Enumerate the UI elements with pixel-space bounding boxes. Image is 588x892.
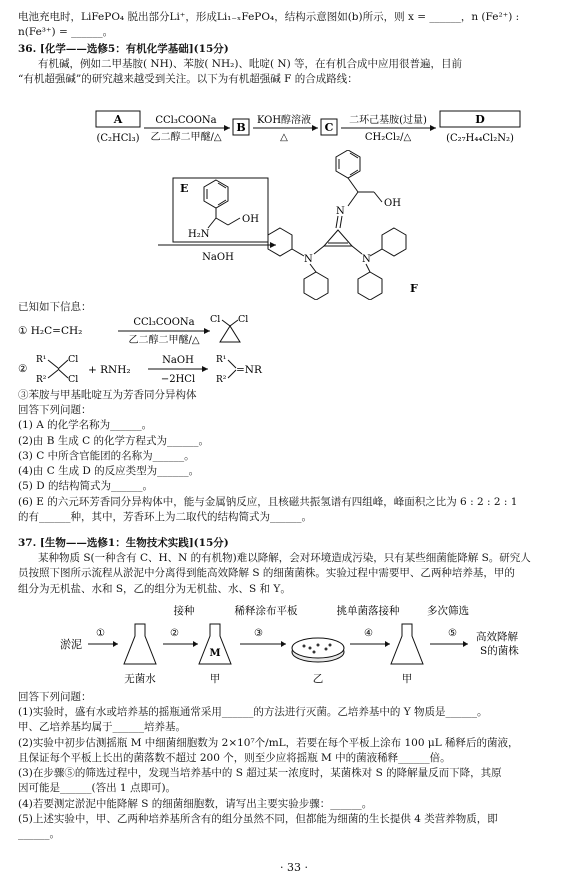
arrow-1-head	[224, 125, 230, 131]
flask-wujunshui	[124, 624, 156, 664]
arrow-3-top: 二环己基胺(过量)	[349, 115, 427, 126]
known-1-cyclopropane	[220, 326, 240, 342]
f-oh: OH	[384, 198, 401, 209]
top-section	[18, 10, 574, 40]
known-1-cl-a: Cl	[210, 314, 221, 325]
q37-intro-3: 组分为无机盐、水和 S，乙的组分为无机盐、水、S 和 Y。	[18, 582, 291, 595]
q37-header-block	[18, 536, 574, 597]
f-n-right: N	[362, 254, 371, 265]
flask-jia-2	[391, 624, 423, 664]
q36-q4: (4)由 C 生成 D 的反应类型为______。	[18, 465, 200, 478]
q36-ask: 回答下列问题：	[18, 404, 92, 417]
flow-yuni: 淤泥	[60, 638, 82, 651]
q36-q3: (3) C 中所含官能团的名称为______。	[18, 449, 195, 462]
arrow-2-top: KOH醇溶液	[256, 115, 312, 126]
q36-intro-1: 有机碱，例如二甲基胺( NH)、苯胺( NH₂)、吡啶( N) 等，在有机合成中应用很普遍，目前	[38, 58, 463, 71]
q36-intro-2: “有机超强碱”的研究越来越受到关注。以下为有机超强碱 F 的合成路线：	[18, 73, 358, 86]
known-1-top: CCl₃COONa	[133, 317, 195, 328]
f-cyclohexyl-3	[382, 228, 406, 256]
flow-num-2: ②	[170, 628, 179, 639]
known-2-cl-b: Cl	[68, 374, 79, 385]
label-e: E	[180, 182, 189, 195]
known-2-num: ②	[18, 363, 28, 375]
flow-num-5: ⑤	[448, 628, 457, 639]
known-1-lhs: ① H₂C=CH₂	[18, 325, 83, 337]
e-oh: OH	[242, 214, 259, 225]
top-line-2: n(Fe³⁺) = ______。	[18, 26, 114, 39]
arrow-2-head	[312, 125, 318, 131]
flow-m: M	[209, 648, 221, 659]
flow-num-1: ①	[96, 628, 105, 639]
flow-jia-1: 甲	[209, 673, 221, 685]
label-f: F	[410, 282, 418, 295]
formula-d: (C₂₇H₄₄Cl₂N₂)	[446, 133, 514, 144]
f-n-imine: N	[336, 206, 345, 217]
known-reactions	[18, 312, 318, 388]
arrow-3-head	[430, 125, 436, 131]
isolation-flow-diagram	[18, 602, 574, 688]
q37-q3-a: (3)在步骤⑤的筛选过程中，发现当培养基中的 S 超过某一浓度时，某菌株对 S 的降解量反而下降，其原	[18, 767, 502, 780]
known-2-top: NaOH	[162, 355, 194, 366]
known-2-nr: =NR	[236, 364, 262, 376]
formula-a: (C₂HCl₃)	[96, 133, 140, 144]
known-2-prod-r1: R¹	[216, 355, 227, 365]
flow-result-1: 高效降解	[476, 631, 518, 643]
known-2-bottom: −2HCl	[160, 374, 196, 385]
known-2-r2: R²	[36, 375, 47, 385]
known-2-plus: + RNH₂	[88, 364, 131, 376]
known-1-bottom: 乙二醇二甲醚/△	[128, 335, 200, 346]
known-1-cl-b: Cl	[238, 314, 249, 325]
known-title: 已知如下信息：	[18, 301, 92, 313]
flow-step-jiezhong: 接种	[173, 605, 195, 617]
q36-q5: (5) D 的结构简式为______。	[18, 480, 153, 493]
arrow-2-bottom: △	[280, 132, 288, 143]
q37-intro-1: 某种物质 S(一种含有 C、H、N 的有机物)难以降解，会对环境造成污染，只有某些细菌能降解 S。研究人	[38, 552, 531, 565]
synthesis-route	[18, 108, 574, 148]
q36-q1: (1) A 的化学名称为______。	[18, 419, 153, 432]
f-cyclohexyl-4	[358, 272, 382, 300]
flow-num-3: ③	[254, 628, 263, 639]
q36-q6-b: 的有______种，其中，芳香环上为二取代的结构简式为______。	[18, 510, 312, 523]
f-n-left: N	[304, 254, 313, 265]
q36-header: 36. [化学——选修5：有机化学基础](15分)	[18, 43, 229, 55]
flow-step-duoci: 多次筛选	[427, 605, 469, 617]
flow-yi: 乙	[312, 673, 324, 685]
q37-q1-b: 甲、乙培养基均属于______培养基。	[18, 721, 186, 734]
e-nh2: H₂N	[188, 229, 210, 240]
e-benzene-ring	[204, 180, 228, 208]
label-d: D	[475, 113, 485, 126]
q36-q6-a: (6) E 的六元环芳香同分异构体中，能与金属钠反应，且核磁共振氢谱有四组峰，峰面积之比为 6 : 2 : 2 : 1	[18, 495, 518, 508]
known-2-cl-a: Cl	[68, 354, 79, 365]
q37-questions	[18, 690, 574, 842]
q37-q4: (4)若要测定淤泥中能降解 S 的细菌细胞数，请写出主要实验步骤：______。	[18, 797, 373, 810]
q37-intro-2: 员按照下图所示流程从淤泥中分离得到能高效降解 S 的细菌菌株。实验过程中需要甲、乙两种培养基，甲的	[18, 567, 515, 580]
e-arrow-naoh: NaOH	[202, 252, 234, 263]
q37-q5-b: ______。	[18, 827, 60, 840]
known-3: ③苯胺与甲基吡啶互为芳香同分异构体	[18, 389, 197, 401]
q37-q2-a: (2)实验中初步估测摇瓶 M 中细菌细胞数为 2×10⁷个/mL，若要在每个平板上涂布 100 μL 稀释后的菌液，	[18, 736, 519, 749]
q37-ask: 回答下列问题：	[18, 691, 92, 703]
known-2-prod-r2: R²	[216, 375, 227, 385]
f-cyclopropene	[324, 230, 352, 246]
q37-header: 37. [生物——选修1：生物技术实践](15分)	[18, 537, 229, 549]
top-line-1: 电池充电时，LiFePO₄ 脱出部分Li⁺，形成Li₁₋ₓFePO₄，结构示意图如(b)所示，则 x = ______，n (Fe²⁺) :	[18, 11, 520, 23]
label-b: B	[236, 121, 246, 134]
flow-jia-2: 甲	[401, 673, 413, 685]
q36-q2: (2)由 B 生成 C 的化学方程式为______。	[18, 434, 209, 447]
q37-q1-a: (1)实验时，盛有水或培养基的摇瓶通常采用______的方法进行灭菌。乙培养基中的 Y 物质是______。	[18, 706, 488, 719]
label-c: C	[324, 121, 334, 134]
flow-wujunshui: 无菌水	[124, 673, 156, 685]
f-cyclohexyl-2	[304, 272, 328, 300]
known-2-r1: R¹	[36, 355, 47, 365]
flow-step-xishi: 稀释涂布平板	[234, 605, 298, 617]
label-a: A	[113, 113, 123, 126]
e-to-f-scheme	[18, 150, 574, 300]
f-benzene-ring	[336, 150, 360, 178]
flow-num-4: ④	[364, 628, 373, 639]
arrow-1-bottom: 乙二醇二甲醚/△	[150, 132, 222, 143]
q37-q2-b: 且保证每个平板上长出的菌落数不超过 200 个，则至少应将摇瓶 M 中的菌液稀释______倍。	[18, 751, 451, 764]
q36-header-block	[18, 42, 574, 88]
f-cyclohexyl-1	[268, 228, 292, 256]
arrow-3-bottom: CH₂Cl₂/△	[364, 132, 412, 143]
page-number: · 33 ·	[280, 861, 308, 874]
q37-q3-b: 因可能是______(答出 1 点即可)。	[18, 782, 177, 795]
flow-result-2: S的菌株	[480, 645, 519, 657]
q37-q5-a: (5)上述实验中，甲、乙两种培养基所含有的组分虽然不同，但都能为细菌的生长提供 4 类营养物质，即	[18, 812, 498, 825]
arrow-1-top: CCl₃COONa	[155, 115, 217, 126]
q36-questions	[18, 388, 574, 525]
flow-step-tiaodan: 挑单菌落接种	[336, 605, 400, 617]
